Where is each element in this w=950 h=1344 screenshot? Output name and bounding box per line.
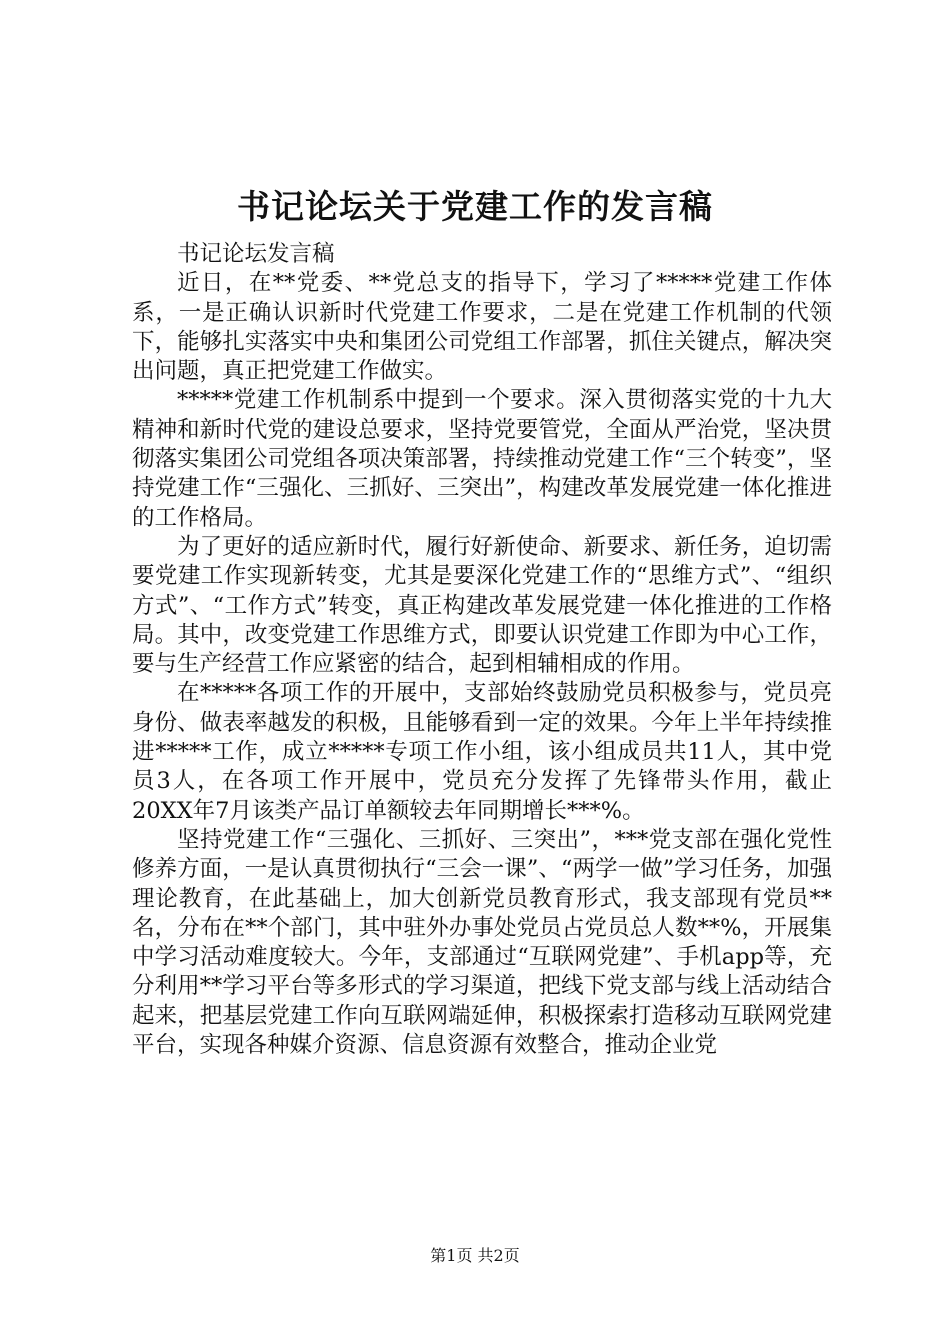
paragraph: 为了更好的适应新时代，履行好新使命、新要求、新任务，迫切需要党建工作实现新转变，尤其是要深化党建工作的“思维方式”、“组织方式”、“工作方式”转变，真正构建改革发展党建一体化推进的工作格局。其中，改变党建工作思维方式，即要认识党建工作即为中心工作，要与生产经营工作应紧密的结合，起到相辅相成的作用。 [132, 533, 832, 678]
paragraph: 在*****各项工作的开展中，支部始终鼓励党员积极参与，党员亮身份、做表率越发的积极，且能够看到一定的效果。今年上半年持续推进*****工作，成立*****专项工作小组，该小组成员共11人，其中党员3人，在各项工作开展中，党员充分发挥了先锋带头作用，截止20XX年7月该类产品订单额较去年同期增长***%。 [132, 680, 832, 824]
page-number-footer: 第1页 共2页 [430, 1246, 520, 1265]
paragraph: *****党建工作机制系中提到一个要求。深入贯彻落实党的十九大精神和新时代党的建设总要求，坚持党要管党，全面从严治党，坚决贯彻落实集团公司党组各项决策部署，持续推动党建工作“三个转变”，坚持党建工作“三强化、三抓好、三突出”，构建改革发展党建一体化推进的工作格局。 [132, 387, 832, 531]
paragraph: 坚持党建工作“三强化、三抓好、三突出”，***党支部在强化党性修养方面，一是认真贯彻执行“三会一课”、“两学一做”学习任务，加强理论教育，在此基础上，加大创新党员教育形式，我支部现有党员**名，分布在**个部门，其中驻外办事处党员占党员总人数**%，开展集中学习活动难度较大。今年，支部通过“互联网党建”、手机app等，充分利用**学习平台等多形式的学习渠道，把线下党支部与线上活动结合起来，把基层党建工作向互联网端延伸，积极探索打造移动互联网党建平台，实现各种媒介资源、信息资源有效整合，推动企业党 [132, 826, 832, 1059]
paragraph-subtitle: 书记论坛发言稿 [177, 241, 335, 267]
document-body [132, 240, 832, 1060]
document-title: 书记论坛关于党建工作的发言稿 [237, 187, 713, 226]
paragraph: 近日，在**党委、**党总支的指导下，学习了*****党建工作体系，一是正确认识新时代党建工作要求，二是在党建工作机制的代领下，能够扎实落实中央和集团公司党组工作部署，抓住关键点，解决突出问题，真正把党建工作做实。 [132, 270, 832, 385]
